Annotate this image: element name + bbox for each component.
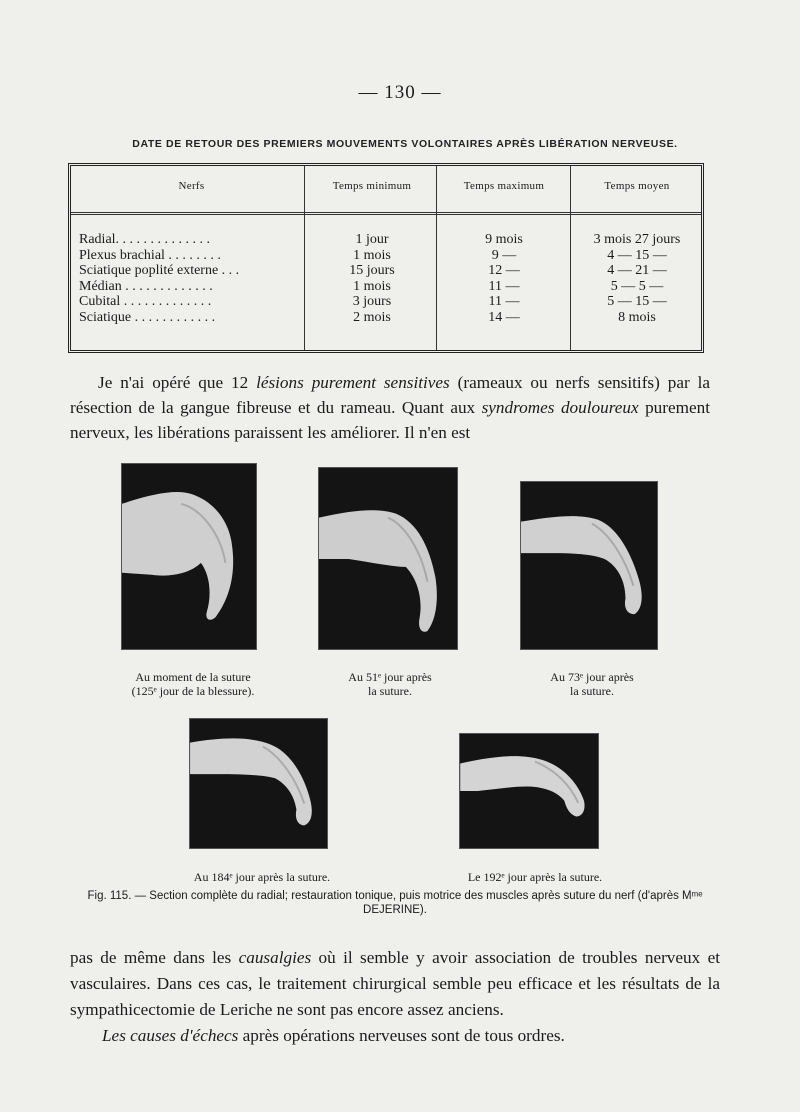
table-cell: 3 mois 27 jours xyxy=(593,232,681,247)
table-cell: 3 jours xyxy=(352,294,392,309)
table-column-min xyxy=(308,232,436,325)
table-cell: 14 — xyxy=(488,309,520,325)
photo-hand-2 xyxy=(318,467,458,650)
photo-hand-1 xyxy=(121,463,257,650)
table-cell: 1 jour xyxy=(355,232,389,247)
table-column-max xyxy=(438,232,570,325)
hand-image xyxy=(521,482,657,649)
table-column-divider xyxy=(304,166,305,350)
hand-image xyxy=(122,464,256,649)
table-cell: Cubital . . . . . . . . . . . . . xyxy=(79,294,212,309)
table-cell: 4 — 15 — xyxy=(607,247,667,263)
hand-image xyxy=(190,719,327,848)
photo-hand-4 xyxy=(189,718,328,849)
table-title: DATE DE RETOUR DES PREMIERS MOUVEMENTS VOLONTAIRES APRÈS LIBÉRATION NERVEUSE. xyxy=(132,138,678,150)
hand-image xyxy=(460,734,598,848)
table-column-nerfs xyxy=(79,232,304,325)
table-header-nerfs: Nerfs xyxy=(178,180,205,192)
photo-hand-3 xyxy=(520,481,658,650)
table-cell: 1 mois xyxy=(353,278,391,294)
table-cell: 11 — xyxy=(488,294,520,309)
table-cell: 5 — 5 — xyxy=(610,278,664,294)
table-cell: 1 mois xyxy=(353,247,391,263)
table-cell: Médian . . . . . . . . . . . . . xyxy=(79,278,213,294)
table-header-moyen: Temps moyen xyxy=(604,180,670,192)
recovery-table xyxy=(68,163,704,353)
table-column-moyen xyxy=(572,232,702,325)
table-cell: 2 mois xyxy=(353,309,391,325)
caption-photo-5: Le 192ᵉ jour après la suture. xyxy=(467,870,603,884)
caption-photo-2: Au 51ᵉ jour après la suture. xyxy=(348,670,432,698)
table-column-divider xyxy=(436,166,437,350)
table-cell: 8 mois xyxy=(618,309,656,325)
table-cell: Radial. . . . . . . . . . . . . . xyxy=(79,232,211,247)
table-cell: 11 — xyxy=(488,278,520,294)
table-cell: 5 — 15 — xyxy=(607,294,667,309)
table-cell: Sciatique . . . . . . . . . . . . xyxy=(79,309,216,325)
caption-photo-4: Au 184ᵉ jour après la suture. xyxy=(193,870,331,884)
table-cell: 15 jours xyxy=(349,263,395,278)
table-header-max: Temps maximum xyxy=(463,180,545,192)
table-cell: 9 mois xyxy=(485,232,523,247)
table-column-divider xyxy=(570,166,571,350)
caption-photo-1: Au moment de la suture (125ᵉ jour de la blessure). xyxy=(131,670,255,698)
table-header-min: Temps minimum xyxy=(332,180,412,192)
table-header-divider xyxy=(71,212,701,215)
paragraph-1: Je n'ai opéré que 12 lésions purement sensitives (rameaux ou nerfs sensitifs) par la résection de la gangue fibreuse et du rameau. Quant aux syndromes douloureux purement nerveux, les libérations paraissent les améliorer. Il n'en est xyxy=(70,373,710,442)
table-cell: Plexus brachial . . . . . . . . xyxy=(79,247,221,263)
table-cell: 4 — 21 — xyxy=(607,263,667,278)
paragraph-2: pas de même dans les causalgies où il semble y avoir association de troubles nerveux et vasculaires. Dans ces cas, le traitement chirurgical semble peu efficace et les résultats de la sympathicectomie de Leriche ne sont pas encore assez anciens. Les causes d'échecs après opérations nerveuses sont de tous ordres. xyxy=(70,948,720,1045)
hand-image xyxy=(319,468,457,649)
caption-photo-3: Au 73ᵉ jour après la suture. xyxy=(550,670,634,698)
table-cell: 12 — xyxy=(488,263,520,278)
photo-hand-5 xyxy=(459,733,599,849)
page-number: — 130 — xyxy=(358,82,442,103)
table-cell: 9 — xyxy=(491,247,517,263)
figure-caption: Fig. 115. — Section complète du radial; restauration tonique, puis motrice des muscles après suture du nerf (d'après Mᵐᵉ DEJERINE). xyxy=(87,890,703,916)
table-cell: Sciatique poplité externe . . . xyxy=(79,263,240,278)
